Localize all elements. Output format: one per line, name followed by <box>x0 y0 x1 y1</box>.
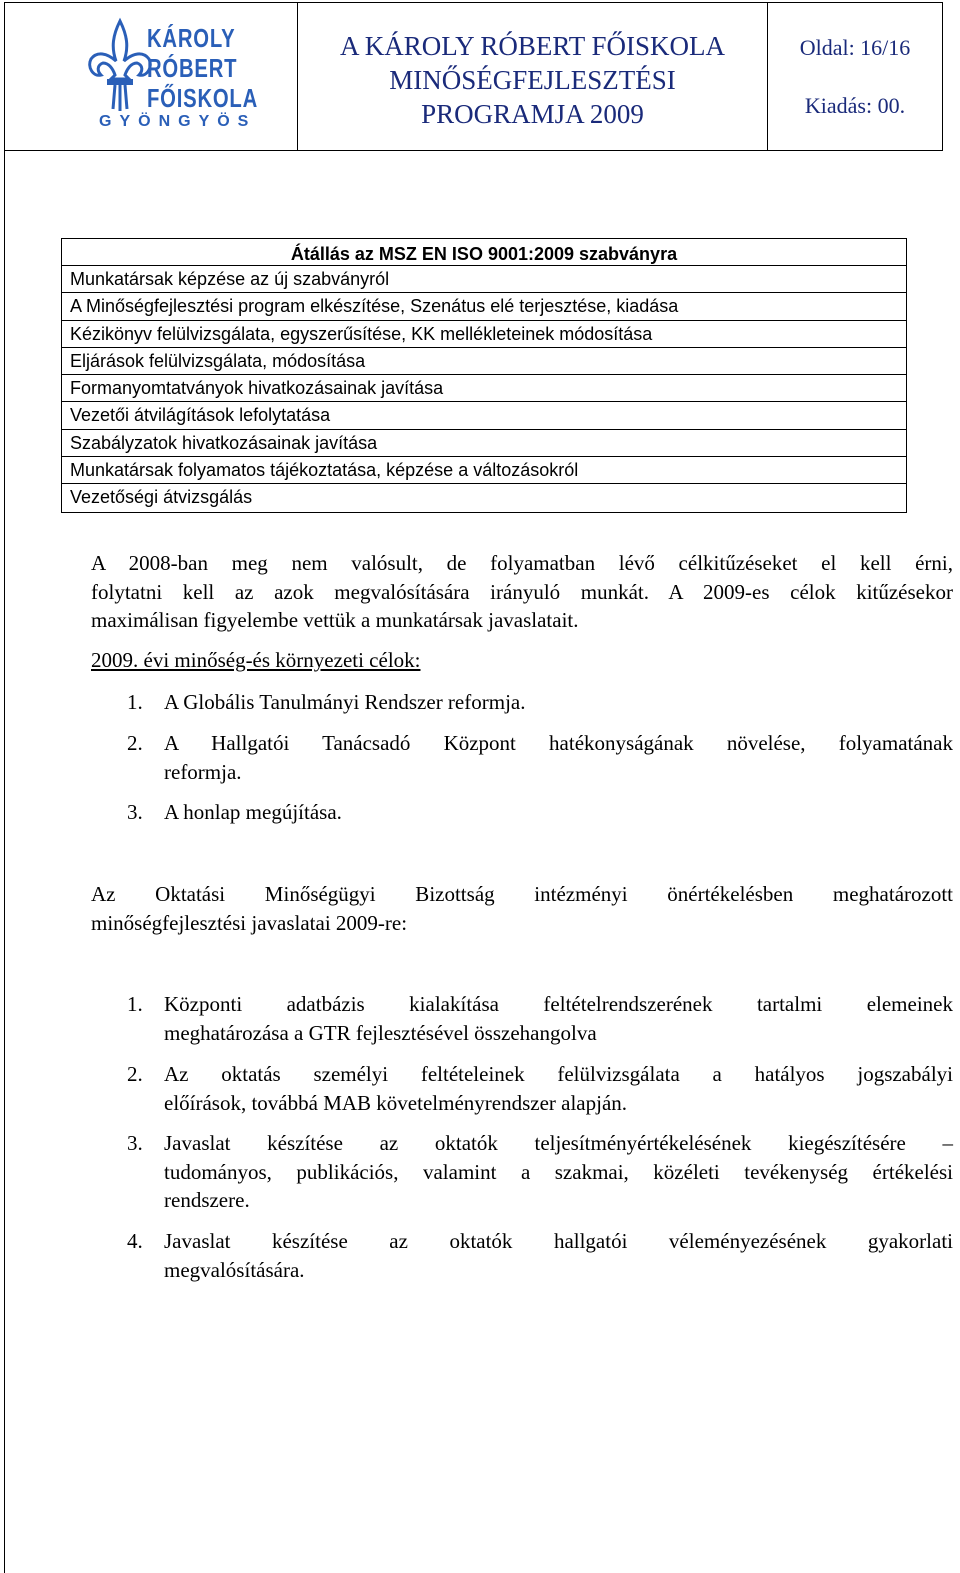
list-number: 1. <box>127 992 143 1016</box>
fleur-de-lis-icon <box>85 17 155 117</box>
table-row: Vezetőségi átvizsgálás <box>70 487 253 508</box>
list-item <box>127 1060 953 1117</box>
list-number: 3. <box>127 1131 143 1155</box>
list-text-line-2: reformja. <box>164 759 242 784</box>
intro-line-2: folytatni kell az azok megvalósítására irányuló munkát. A 2009-es célok kitűzésekor <box>91 579 953 604</box>
meta-cell <box>768 3 942 150</box>
logo-line-2: RÓBERT <box>147 53 238 83</box>
table-row: Eljárások felülvizsgálata, módosítása <box>62 348 906 375</box>
list-text-line-2: meghatározása a GTR fejlesztésével összehangolva <box>164 1020 597 1045</box>
document-header <box>4 2 943 151</box>
title-line-1: A KÁROLY RÓBERT FŐISKOLA <box>340 31 725 61</box>
table-row: Munkatársak képzése az új szabványról <box>62 266 906 293</box>
list-text-line-1: Az oktatás személyi feltételeinek felülvizsgálata a hatályos jogszabályi <box>164 1062 953 1086</box>
logo-line-3: FŐISKOLA <box>147 83 259 113</box>
title-cell <box>298 3 768 150</box>
intro-line-1: A 2008-ban meg nem valósult, de folyamatban lévő célkitűzéseket el kell érni, <box>91 551 953 575</box>
table-row: Formanyomtatványok hivatkozásainak javítása <box>62 375 906 402</box>
committee-paragraph <box>91 880 953 937</box>
list-text-line-1: Javaslat készítése az oktatók teljesítményértékelésének kiegészítésére – <box>164 1131 953 1155</box>
logo-line-1: KÁROLY <box>147 23 236 53</box>
list-item <box>127 798 953 827</box>
list-number: 2. <box>127 731 143 755</box>
list-text-line-1: Központi adatbázis kialakítása feltételrendszerének tartalmi elemeinek <box>164 992 953 1016</box>
table-row: Vezetői átvilágítások lefolytatása <box>62 402 906 429</box>
list-text-line-2: tudományos, publikációs, valamint a szakmai, közéleti tevékenység értékelési <box>164 1159 953 1184</box>
goals-heading: 2009. évi minőség-és környezeti célok: <box>91 648 421 672</box>
title-line-2: MINŐSÉGFEJLESZTÉSI <box>389 65 676 95</box>
list-text: A honlap megújítása. <box>164 800 342 824</box>
logo-city: GYÖNGYÖS <box>99 113 257 130</box>
table-title: Átállás az MSZ EN ISO 9001:2009 szabványra <box>62 239 906 266</box>
document-title <box>298 29 767 131</box>
intro-line-3: maximálisan figyelembe vettük a munkatársak javaslatait. <box>91 608 579 632</box>
intro-paragraph <box>91 549 953 635</box>
list-number: 4. <box>127 1229 143 1253</box>
list-text-line-1: A Hallgatói Tanácsadó Központ hatékonyságának növelése, folyamatának <box>164 731 953 755</box>
edition: Kiadás: 00. <box>804 93 906 118</box>
list-item <box>127 990 953 1047</box>
list-number: 2. <box>127 1062 143 1086</box>
page-border <box>4 150 5 1573</box>
committee-line-1: Az Oktatási Minőségügyi Bizottság intézményi önértékelésben meghatározott <box>91 882 953 906</box>
list-number: 3. <box>127 800 143 824</box>
school-logo <box>85 17 259 139</box>
list-item <box>127 729 953 786</box>
list-text: A Globális Tanulmányi Rendszer reformja. <box>164 690 526 714</box>
list-text-line-3: rendszere. <box>164 1188 250 1212</box>
list-item <box>127 1227 953 1284</box>
list-item <box>127 1129 953 1215</box>
table-row: Szabályzatok hivatkozásainak javítása <box>62 430 906 457</box>
logo-cell <box>5 3 298 150</box>
list-number: 1. <box>127 690 143 714</box>
iso-transition-table <box>61 238 907 513</box>
list-text-line-2: megvalósítására. <box>164 1257 305 1282</box>
list-item <box>127 688 953 717</box>
table-row: Kézikönyv felülvizsgálata, egyszerűsítése, KK mellékleteinek módosítása <box>62 321 906 348</box>
list-text-line-1: Javaslat készítése az oktatók hallgatói véleményezésének gyakorlati <box>164 1229 953 1253</box>
table-row: A Minőségfejlesztési program elkészítése, Szenátus elé terjesztése, kiadása <box>62 293 906 320</box>
page-number: Oldal: 16/16 <box>799 35 911 60</box>
list-text-line-2: előírások, továbbá MAB követelményrendszer alapján. <box>164 1090 628 1115</box>
committee-line-2: minőségfejlesztési javaslatai 2009-re: <box>91 910 408 935</box>
table-row: Munkatársak folyamatos tájékoztatása, képzése a változásokról <box>62 457 906 484</box>
title-line-3: PROGRAMJA 2009 <box>421 99 644 129</box>
